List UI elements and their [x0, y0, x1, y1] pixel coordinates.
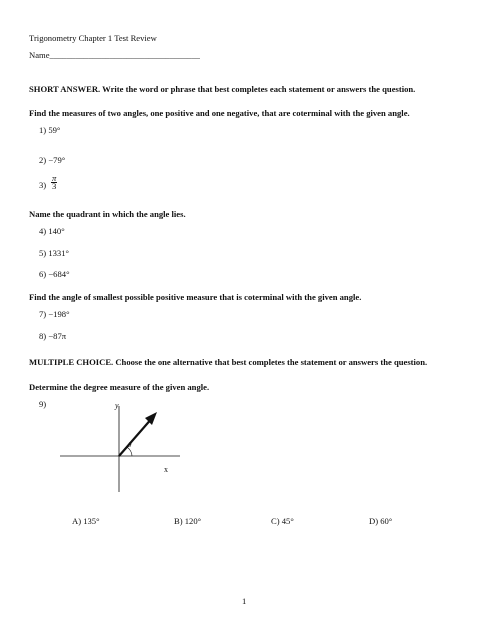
y-axis-label: y	[115, 401, 119, 410]
angle-figure	[60, 400, 190, 496]
question-5	[39, 248, 69, 258]
question-3-number: 3)	[39, 180, 47, 190]
question-4	[39, 226, 65, 236]
instruction-smallest-positive: Find the angle of smallest possible positive measure that is coterminal with the given angle.	[29, 292, 362, 302]
question-number: 1)	[39, 125, 47, 135]
name-line	[29, 50, 200, 60]
choice-c: C) 45°	[271, 516, 294, 526]
question-3-fraction	[51, 175, 57, 190]
choice-d: D) 60°	[369, 516, 393, 526]
choice-b: B) 120°	[174, 516, 202, 526]
x-axis-label: x	[164, 465, 168, 474]
question-7	[39, 309, 70, 319]
question-value: 59°	[48, 125, 61, 135]
instruction-quadrant: Name the quadrant in which the angle lies.	[29, 209, 186, 219]
question-number: 4)	[39, 226, 47, 236]
multiple-choice-heading: MULTIPLE CHOICE. Choose the one alternative that best completes the statement or answers the question.	[29, 357, 428, 367]
question-8	[39, 331, 66, 341]
question-6	[39, 269, 70, 279]
short-answer-heading: SHORT ANSWER. Write the word or phrase that best completes each statement or answers the question.	[29, 84, 416, 94]
question-value: −79°	[48, 155, 66, 165]
page-number: 1	[242, 596, 247, 606]
question-number: 7)	[39, 309, 47, 319]
question-number: 8)	[39, 331, 47, 341]
name-label: Name	[29, 50, 50, 60]
instruction-coterminal: Find the measures of two angles, one positive and one negative, that are coterminal with the given angle.	[29, 108, 410, 118]
question-value: 1331°	[48, 248, 69, 258]
name-blank: ___________________________________	[49, 50, 200, 60]
terminal-ray	[119, 417, 153, 456]
question-value: −198°	[48, 309, 70, 319]
fraction-numerator: π	[52, 173, 57, 183]
question-value: 140°	[48, 226, 65, 236]
question-1	[39, 125, 60, 135]
question-number: 5)	[39, 248, 47, 258]
question-value: −87π	[48, 331, 67, 341]
question-value: −684°	[48, 269, 70, 279]
document-title: Trigonometry Chapter 1 Test Review	[29, 33, 157, 43]
question-9-number: 9)	[39, 399, 47, 409]
choice-a: A) 135°	[72, 516, 100, 526]
angle-label: θ	[128, 441, 132, 449]
question-2	[39, 155, 65, 165]
question-number: 2)	[39, 155, 47, 165]
question-number: 6)	[39, 269, 47, 279]
fraction-denominator: 3	[52, 181, 57, 191]
instruction-degree-measure: Determine the degree measure of the given angle.	[29, 382, 210, 392]
